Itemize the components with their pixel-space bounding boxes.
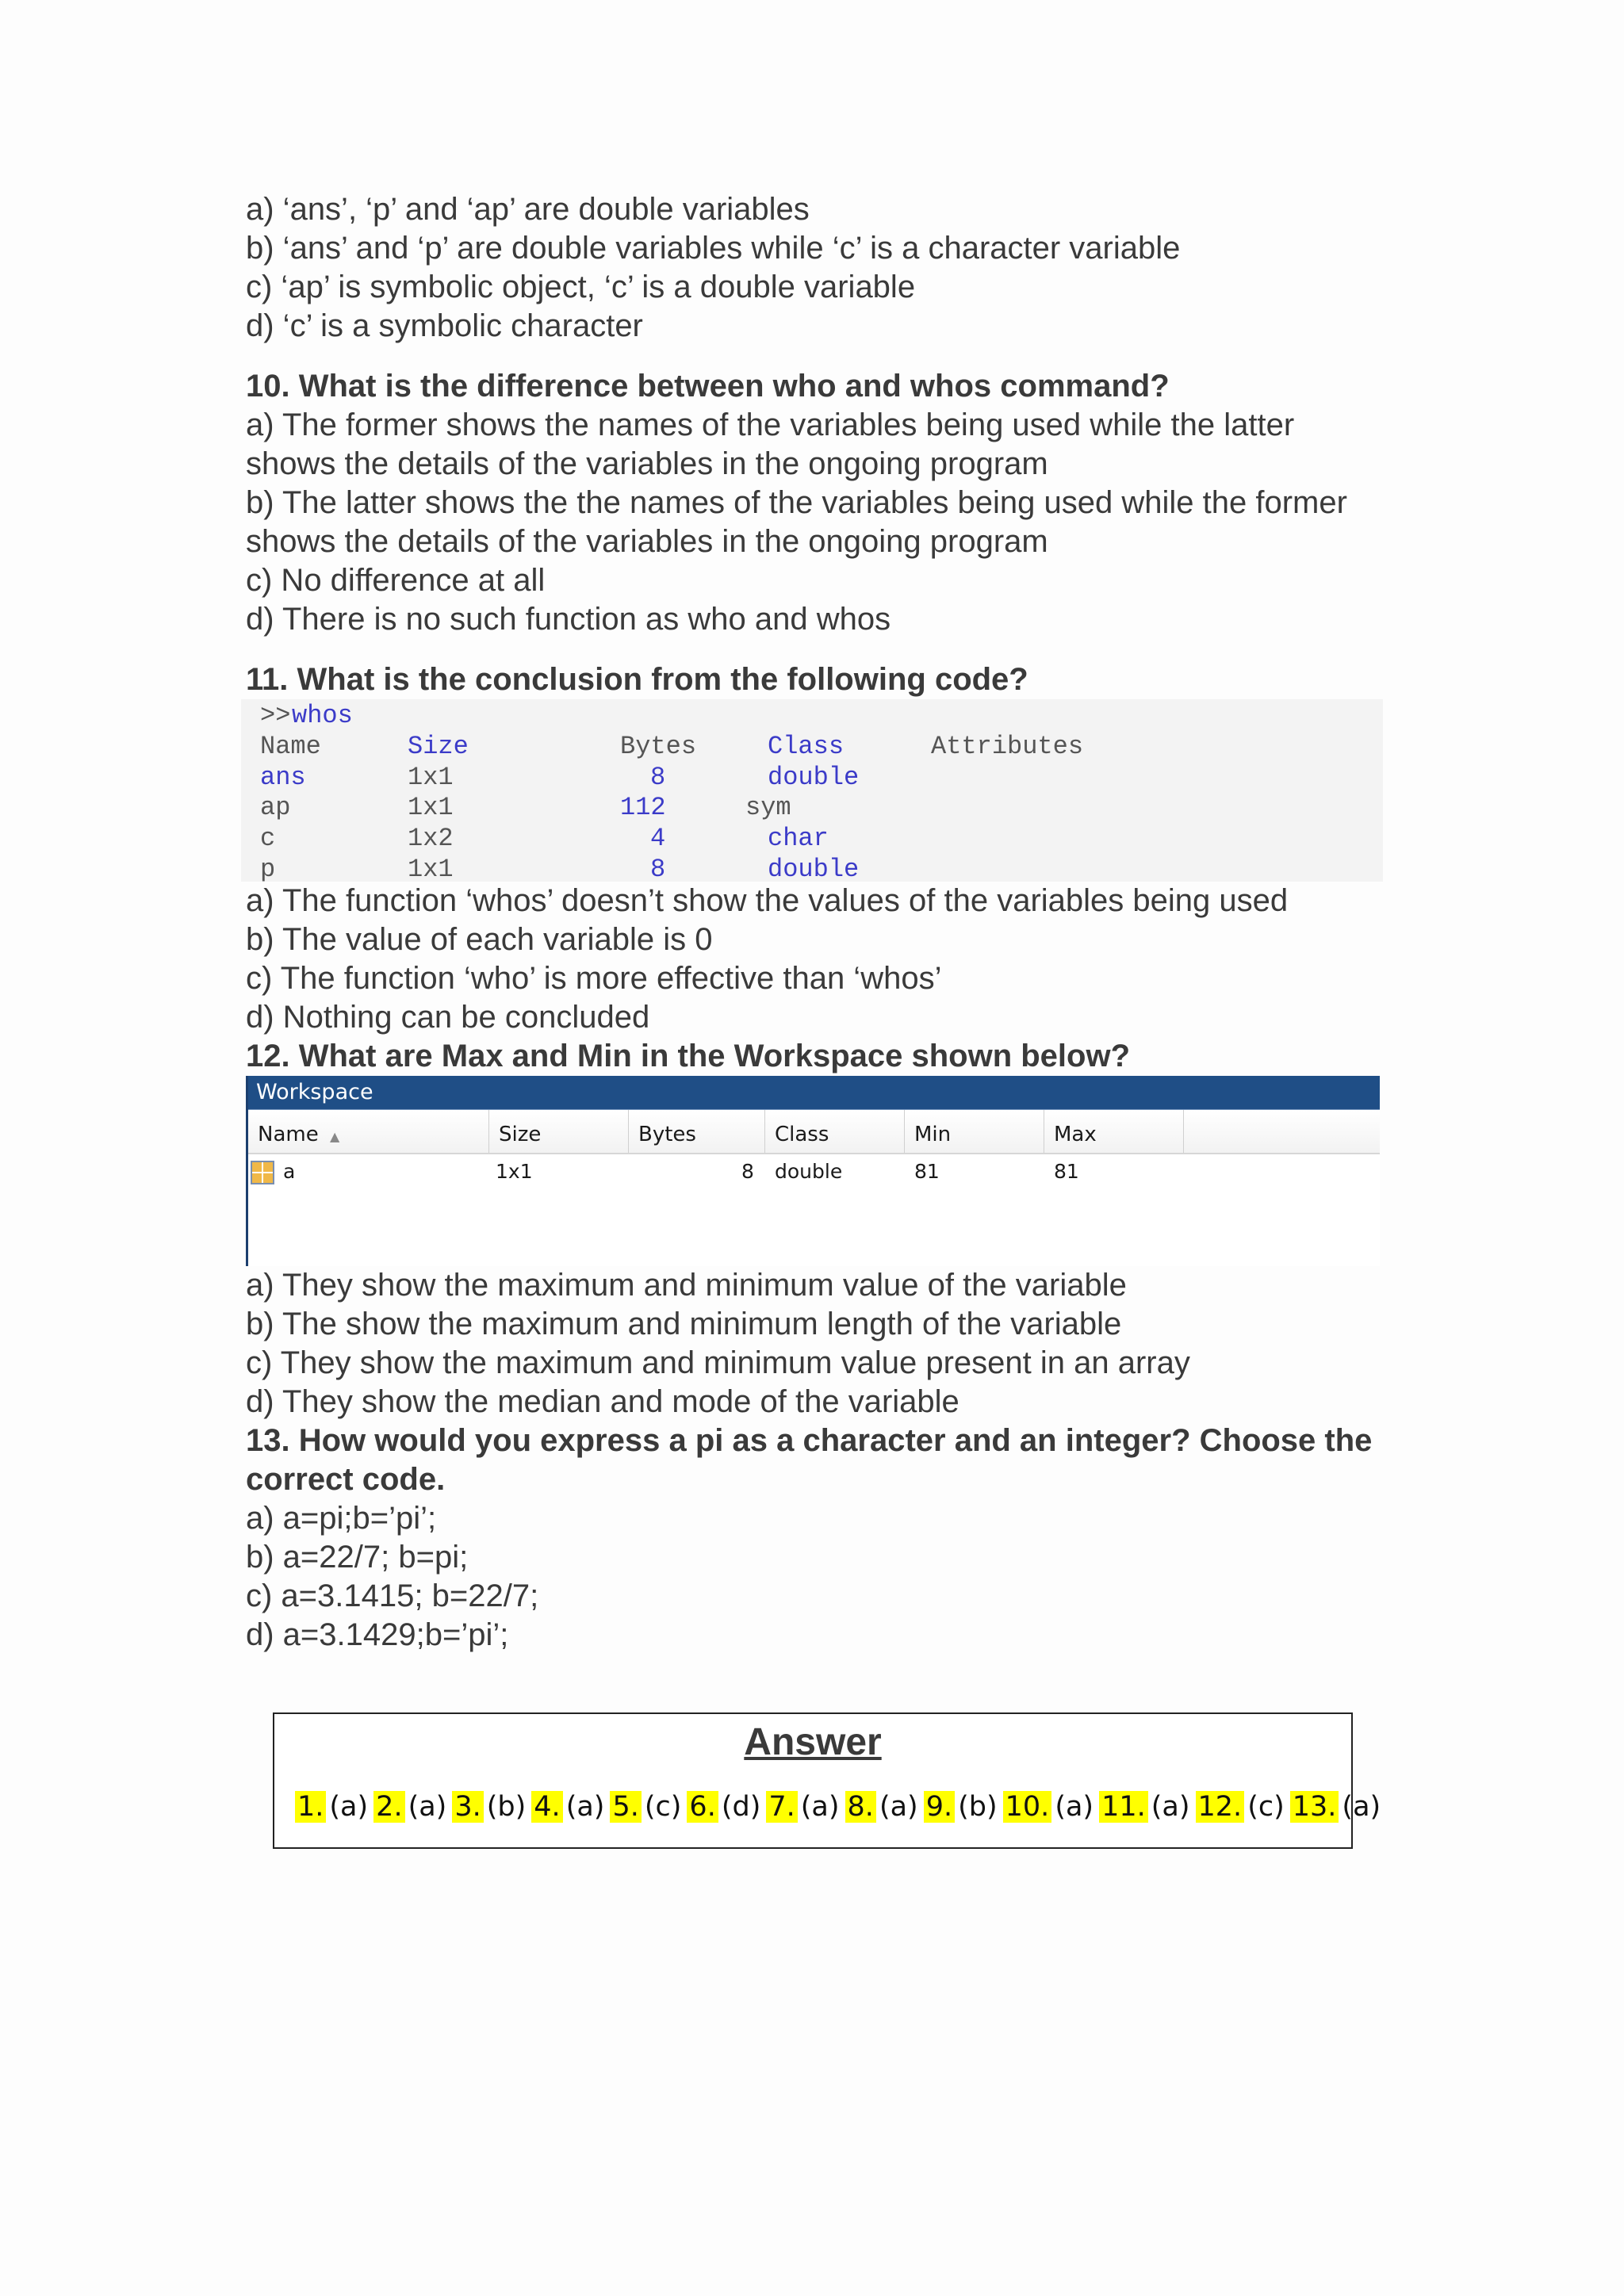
question-title: 12. What are Max and Min in the Workspace shown below? — [246, 1039, 1131, 1073]
var-name: p — [260, 854, 276, 884]
answer-item — [610, 1791, 681, 1823]
answer-choice: (b) — [958, 1791, 998, 1823]
option-d: d) They show the median and mode of the variable — [246, 1384, 959, 1419]
answer-choice: (b) — [486, 1791, 527, 1823]
var-name: a — [283, 1160, 296, 1183]
var-class: double — [768, 762, 860, 792]
var-class: sym — [745, 793, 791, 823]
question-11 — [246, 660, 1388, 1037]
answer-item — [1196, 1791, 1285, 1823]
question-12 — [246, 1037, 1388, 1422]
col-attributes: Attributes — [931, 731, 1084, 761]
answer-item — [1290, 1791, 1381, 1823]
answer-number: 9. — [924, 1791, 955, 1823]
code-row — [260, 824, 1383, 855]
question-13 — [246, 1422, 1388, 1655]
answer-choice: (a) — [408, 1791, 447, 1823]
answer-choice: (a) — [1055, 1791, 1094, 1823]
var-size: 1x1 — [408, 762, 454, 792]
var-name: ap — [260, 793, 291, 823]
code-header-row — [260, 732, 1383, 763]
var-class: double — [768, 854, 860, 884]
option-line: a) The former shows the names of the variables being used while the latter — [246, 408, 1295, 442]
option-a: a) a=pi;b=’pi’; — [246, 1501, 437, 1536]
answer-choice: (a) — [1151, 1791, 1190, 1823]
answer-number: 5. — [610, 1791, 641, 1823]
option-a: a) The function ‘whos’ doesn’t show the values of the variables being used — [246, 883, 1289, 918]
option-c: c) They show the maximum and minimum value present in an array — [246, 1345, 1190, 1380]
answer-number: 11. — [1099, 1791, 1148, 1823]
workspace-header — [248, 1110, 1380, 1154]
col-bytes[interactable]: Bytes — [629, 1110, 765, 1153]
option-a: a) They show the maximum and minimum value of the variable — [246, 1268, 1127, 1303]
col-name[interactable]: Name ▲ — [248, 1110, 489, 1153]
var-size: 1x1 — [408, 854, 454, 884]
answer-number: 12. — [1196, 1791, 1245, 1823]
answer-item — [687, 1791, 760, 1823]
answer-item — [1099, 1791, 1189, 1823]
question-title: 13. How would you express a pi as a character and an integer? Choose the — [246, 1423, 1373, 1458]
var-class: char — [768, 824, 829, 854]
answer-title: Answer — [744, 1721, 882, 1763]
question-title: 11. What is the conclusion from the following code? — [246, 662, 1028, 697]
answer-number: 6. — [687, 1791, 718, 1823]
var-bytes: 8 — [741, 1160, 754, 1183]
answer-choice: (a) — [329, 1791, 369, 1823]
option-b: b) a=22/7; b=pi; — [246, 1540, 469, 1575]
question-title-cont: correct code. — [246, 1462, 446, 1497]
answer-item — [531, 1791, 604, 1823]
var-name: c — [260, 824, 276, 854]
option-line: shows the details of the variables in the ongoing program — [246, 446, 1048, 481]
option-line: b) The latter shows the the names of the variables being used while the former — [246, 485, 1347, 520]
option-b: b) The show the maximum and minimum length of the variable — [246, 1307, 1122, 1341]
option-line: shows the details of the variables in the ongoing program — [246, 524, 1048, 559]
option-d: d) Nothing can be concluded — [246, 1000, 650, 1035]
answer-number: 4. — [531, 1791, 562, 1823]
option-b: b) ‘ans’ and ‘p’ are double variables while ‘c’ is a character variable — [246, 231, 1181, 266]
answer-item — [845, 1791, 918, 1823]
q9-options — [246, 190, 1388, 346]
col-class: Class — [768, 731, 845, 761]
var-bytes: 8 — [650, 854, 666, 884]
code-prompt: >> — [260, 701, 291, 730]
answer-item — [1003, 1791, 1094, 1823]
answer-box — [273, 1712, 1381, 1849]
answer-number: 8. — [845, 1791, 876, 1823]
answer-list — [295, 1787, 1386, 1827]
var-bytes: 8 — [650, 762, 666, 792]
col-size[interactable]: Size — [489, 1110, 629, 1153]
option-c: c) a=3.1415; b=22/7; — [246, 1578, 539, 1613]
answer-number: 2. — [373, 1791, 404, 1823]
code-command-row — [260, 701, 1383, 732]
matrix-variable-icon — [251, 1161, 274, 1184]
var-max: 81 — [1054, 1160, 1079, 1183]
answer-number: 10. — [1003, 1791, 1052, 1823]
option-d: d) ‘c’ is a symbolic character — [246, 308, 643, 343]
answer-number: 7. — [766, 1791, 797, 1823]
option-line: d) There is no such function as who and whos — [246, 602, 891, 637]
answer-choice: (c) — [644, 1791, 682, 1823]
workspace-panel — [246, 1076, 1380, 1266]
answer-number: 13. — [1290, 1791, 1339, 1823]
answer-item — [295, 1791, 368, 1823]
var-min: 81 — [914, 1160, 940, 1183]
sort-up-icon: ▲ — [329, 1129, 340, 1144]
var-size: 1x2 — [408, 824, 454, 854]
answer-item — [452, 1791, 526, 1823]
question-10 — [246, 367, 1388, 639]
option-line: c) No difference at all — [246, 563, 546, 598]
col-name: Name — [260, 731, 321, 761]
var-bytes: 112 — [620, 793, 666, 823]
col-bytes: Bytes — [620, 731, 697, 761]
option-c: c) ‘ap’ is symbolic object, ‘c’ is a double variable — [246, 270, 916, 304]
answer-item — [766, 1791, 839, 1823]
answer-number: 1. — [295, 1791, 326, 1823]
answer-number: 3. — [452, 1791, 483, 1823]
col-size: Size — [408, 731, 469, 761]
answer-choice: (a) — [800, 1791, 840, 1823]
code-row — [260, 793, 1383, 824]
code-block — [241, 699, 1383, 882]
code-row — [260, 855, 1383, 886]
option-b: b) The value of each variable is 0 — [246, 922, 713, 957]
option-d: d) a=3.1429;b=’pi’; — [246, 1617, 509, 1652]
code-command: whos — [292, 701, 353, 730]
quiz-page — [246, 190, 1388, 1655]
question-title: 10. What is the difference between who and whos command? — [246, 369, 1170, 404]
var-class: double — [775, 1160, 843, 1183]
var-name: ans — [260, 762, 306, 792]
col-min[interactable]: Min — [905, 1110, 1044, 1153]
option-a: a) ‘ans’, ‘p’ and ‘ap’ are double variables — [246, 192, 810, 227]
workspace-row[interactable] — [248, 1154, 1380, 1189]
answer-choice: (a) — [879, 1791, 918, 1823]
answer-item — [373, 1791, 446, 1823]
workspace-title: Workspace — [248, 1076, 1380, 1110]
answer-choice: (a) — [1342, 1791, 1381, 1823]
answer-choice: (c) — [1247, 1791, 1285, 1823]
code-row — [260, 763, 1383, 794]
col-class[interactable]: Class — [765, 1110, 905, 1153]
var-size: 1x1 — [408, 793, 454, 823]
answer-choice: (a) — [565, 1791, 605, 1823]
answer-item — [924, 1791, 998, 1823]
option-c: c) The function ‘who’ is more effective than ‘whos’ — [246, 961, 942, 996]
answer-choice: (d) — [721, 1791, 761, 1823]
var-size: 1x1 — [496, 1160, 533, 1183]
var-bytes: 4 — [650, 824, 666, 854]
col-max[interactable]: Max — [1044, 1110, 1184, 1153]
